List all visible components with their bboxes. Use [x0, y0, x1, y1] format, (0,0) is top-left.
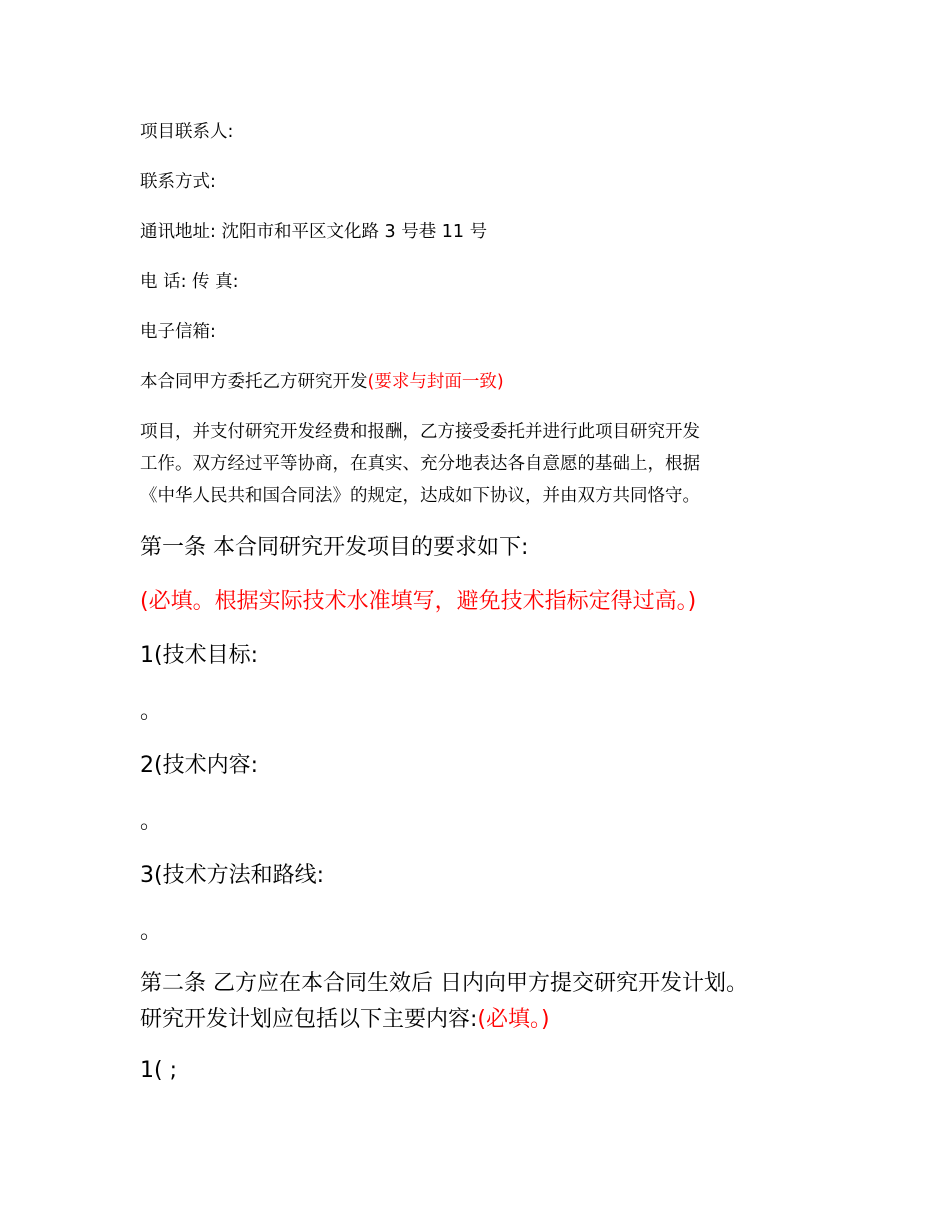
article2-line-1: 第二条 乙方应在本合同生效后 日内向甲方提交研究开发计划。 [140, 971, 748, 996]
article1-item-1-label: 1(技术目标: [140, 643, 258, 668]
article1-item-3-value: 。 [140, 919, 163, 944]
intro-line-note: (要求与封面一致) [367, 372, 504, 392]
article1-title: 第一条 本合同研究开发项目的要求如下: [140, 535, 529, 560]
article2-note: (必填。) [477, 1007, 550, 1032]
article1-item-2-label: 2(技术内容: [140, 753, 258, 778]
intro-line [140, 368, 504, 393]
contact-person-label: 项目联系人: [140, 122, 234, 142]
contact-method-label: 联系方式: [140, 172, 216, 192]
intro-paragraph-line-2: 工作。双方经过平等协商，在真实、充分地表达各自意愿的基础上，根据 [140, 454, 700, 474]
article1-note: (必填。根据实际技术水准填写，避免技术指标定得过高。) [140, 589, 697, 614]
article1-item-1-value: 。 [140, 699, 163, 724]
intro-paragraph-line-3: 《中华人民共和国合同法》的规定，达成如下协议，并由双方共同恪守。 [140, 486, 700, 506]
article2-line-2 [140, 1002, 550, 1033]
article1-item-3-label: 3(技术方法和路线: [140, 863, 324, 888]
intro-line-text: 本合同甲方委托乙方研究开发 [140, 372, 368, 392]
article2-item-1: 1( ; [140, 1058, 177, 1083]
article1-item-2-value: 。 [140, 809, 163, 834]
email-label: 电子信箱: [140, 322, 216, 342]
phone-fax-line: 电 话: 传 真: [140, 272, 239, 292]
address-line: 通讯地址: 沈阳市和平区文化路 3 号巷 11 号 [140, 222, 488, 242]
intro-paragraph-line-1: 项目，并支付研究开发经费和报酬，乙方接受委托并进行此项目研究开发 [140, 422, 700, 442]
article2-line-2-text: 研究开发计划应包括以下主要内容: [140, 1007, 478, 1032]
